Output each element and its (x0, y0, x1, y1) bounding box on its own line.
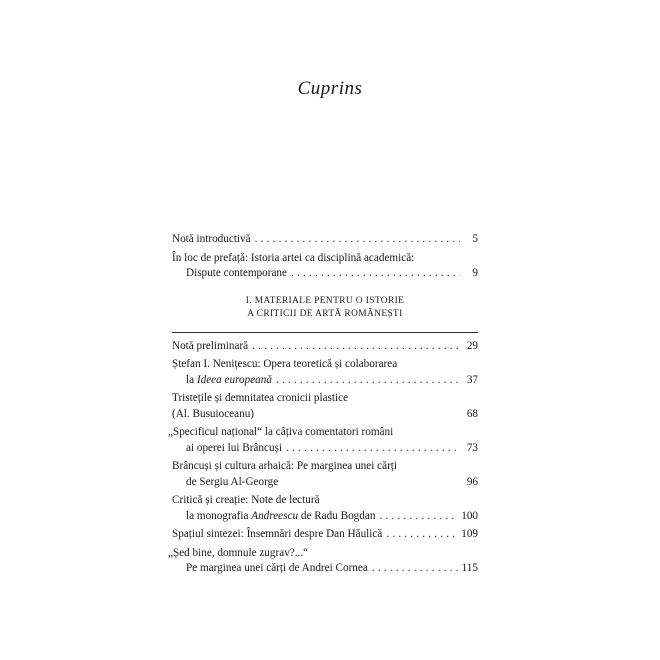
toc-entry-title-continued: Dispute contemporane (186, 267, 287, 279)
toc-entry-sed-bine-domnule-zugrav[interactable] (168, 546, 478, 577)
toc-entry-nota-preliminara[interactable] (172, 339, 478, 355)
toc-page-number: 100 (461, 509, 478, 522)
toc-entry-title-suffix: de Radu Bogdan (298, 509, 376, 522)
toc-page-number: 37 (466, 373, 478, 386)
toc-entry-title: Tristețile și demnitatea cronicii plastice (172, 392, 349, 404)
toc-entry-title: Notă introductivă (172, 233, 251, 245)
toc-entry-title-continued: (Al. Busuioceanu) (172, 407, 255, 420)
toc-entry-title-continued (186, 509, 375, 525)
toc-page-number: 9 (472, 267, 478, 279)
dot-leader (386, 527, 457, 543)
toc-entry-nota-introductiva[interactable] (172, 232, 478, 248)
dot-leader (379, 509, 457, 525)
dot-leader (291, 266, 460, 282)
toc-entry-title: În loc de prefață: Istoria artei ca disciplină academică: (172, 251, 415, 264)
toc-page-number: 115 (461, 562, 478, 574)
dot-leader (252, 339, 460, 355)
toc-entry-title: „Șed bine, domnule zugrav?...“ (168, 546, 309, 559)
dot-leader (372, 561, 458, 577)
toc-entry-title-continued: ai operei lui Brâncuși (186, 441, 282, 454)
toc-entry-brancusi-cultura-arhaica[interactable] (172, 459, 478, 490)
toc-entry-nenitescu[interactable] (172, 357, 478, 388)
section-heading (172, 295, 478, 321)
toc-entry-critica-si-creatie[interactable] (172, 493, 478, 524)
toc-page-number: 73 (466, 441, 478, 454)
toc-entry-title: Notă preliminară (172, 339, 249, 352)
dot-leader (286, 441, 460, 457)
page-title: Cuprins (297, 78, 363, 99)
toc-page-number: 29 (466, 339, 478, 352)
section-heading-line-2: A CRITICII DE ARTĂ ROMÂNEȘTI (247, 308, 403, 319)
section-divider (172, 332, 478, 333)
toc-entry-title: Critică și creație: Note de lectură (172, 494, 320, 506)
toc-entry-specificul-national[interactable] (168, 425, 478, 456)
toc-entry-title: Spațiul sintezei: Însemnări despre Dan Hăulică (172, 528, 383, 540)
toc-entry-in-loc-de-prefata[interactable] (172, 251, 478, 282)
toc-entry-title-prefix: la (186, 373, 197, 386)
toc-entry-title: Brâncuși și cultura arhaică: Pe marginea unei cărți (172, 460, 398, 472)
dot-leader (255, 232, 460, 248)
toc-entry-italic-title: Ideea europeană (196, 373, 272, 386)
toc-entry-title-continued: de Sergiu Al-George (186, 475, 279, 488)
toc-entry-spatiul-sintezei[interactable] (172, 527, 478, 543)
toc-page-number: 68 (466, 407, 478, 420)
toc-page-number: 96 (466, 475, 478, 488)
toc-entry-title-continued: Pe marginea unei cărți de Andrei Cornea (186, 562, 368, 574)
toc-entry-title-prefix: la monografia (186, 509, 252, 522)
toc-entry-italic-title: Andreescu (251, 509, 299, 522)
toc-page-number: 109 (461, 528, 478, 540)
toc-entry-title: Ștefan I. Nenițescu: Opera teoretică și colaborarea (172, 358, 398, 370)
toc-page-number: 5 (472, 233, 478, 245)
dot-leader (276, 373, 460, 389)
section-heading-line-1: I. MATERIALE PENTRU O ISTORIE (245, 295, 405, 306)
table-of-contents (168, 232, 478, 580)
toc-entry-title: „Specificul național“ la câțiva comentatori români (168, 426, 394, 438)
toc-entry-tristetile[interactable] (172, 391, 478, 422)
toc-entry-title-continued (186, 373, 272, 389)
